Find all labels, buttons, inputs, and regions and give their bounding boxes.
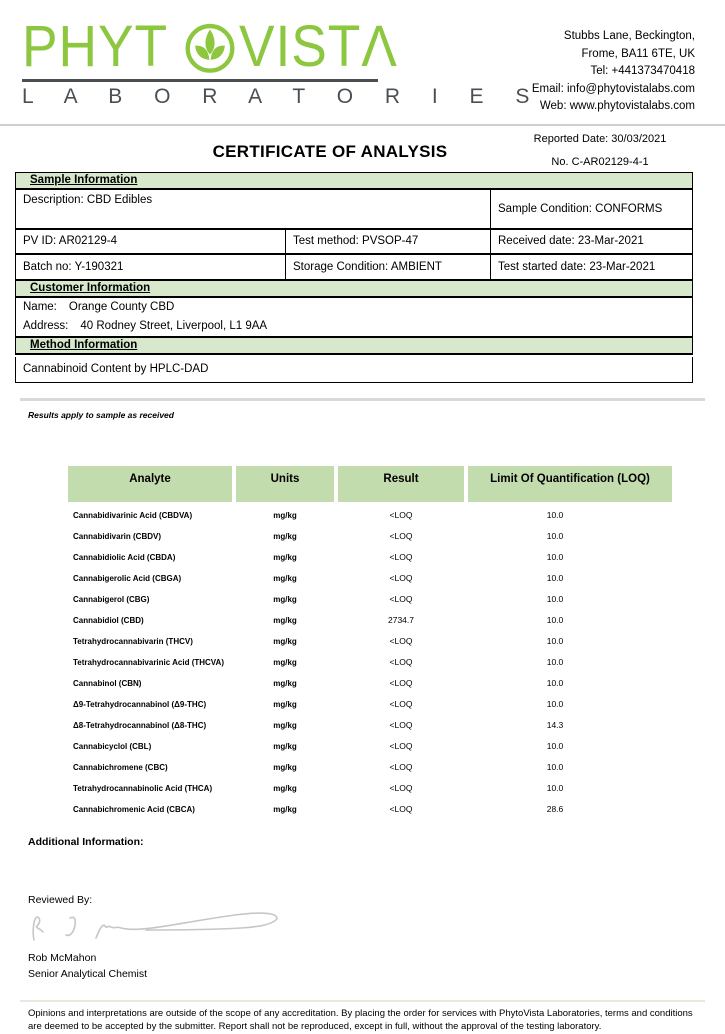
result-cell: <LOQ (389, 510, 413, 520)
loq-cell: 10.0 (546, 510, 564, 520)
signature-image (26, 908, 725, 949)
customer-name-label: Name: (23, 300, 57, 313)
loq-cell: 10.0 (546, 615, 564, 625)
units-cell: mg/kg (273, 783, 297, 793)
loq-cell: 14.3 (546, 720, 564, 730)
results-table-row (68, 631, 672, 652)
page-header (0, 0, 725, 116)
pv-id-cell: PV ID: AR02129-4 (16, 230, 286, 254)
storage-condition-cell: Storage Condition: AMBIENT (286, 255, 491, 279)
reviewer-name: Rob McMahon (28, 951, 97, 964)
analyte-cell: Tetrahydrocannabinolic Acid (THCA) (73, 783, 213, 793)
analyte-cell: Cannabicyclol (CBL) (73, 741, 152, 751)
additional-information-label: Additional Information: (28, 835, 144, 848)
units-cell: mg/kg (273, 699, 297, 709)
result-cell: <LOQ (389, 531, 413, 541)
customer-address-value: 40 Rodney Street, Liverpool, L1 9AA (80, 319, 268, 332)
units-cell: mg/kg (273, 552, 297, 562)
units-cell: mg/kg (273, 678, 297, 688)
result-cell: <LOQ (389, 573, 413, 583)
customer-information-box (15, 298, 693, 337)
units-cell: mg/kg (273, 741, 297, 751)
result-cell: <LOQ (389, 636, 413, 646)
results-table-row (68, 736, 672, 757)
loq-cell: 10.0 (546, 699, 564, 709)
units-cell: mg/kg (273, 615, 297, 625)
units-cell: mg/kg (273, 573, 297, 583)
loq-cell: 10.0 (546, 678, 564, 688)
customer-address-label: Address: (23, 319, 69, 332)
analyte-cell: Cannabigerol (CBG) (73, 594, 150, 604)
result-cell: <LOQ (389, 552, 413, 562)
analyte-cell: Δ8-Tetrahydrocannabinol (Δ8-THC) (73, 720, 207, 730)
loq-cell: 10.0 (546, 762, 564, 772)
analyte-cell: Cannabidiol (CBD) (73, 615, 144, 625)
results-table-row (68, 778, 672, 799)
results-table-row (68, 694, 672, 715)
title-row (0, 126, 725, 172)
results-table-row (68, 757, 672, 778)
test-started-date-cell: Test started date: 23-Mar-2021 (491, 255, 693, 279)
lab-contact-block (532, 18, 695, 116)
results-table-row (68, 715, 672, 736)
phytovista-logo (22, 14, 543, 116)
report-meta (505, 132, 695, 169)
contact-phone: Tel: +441373470418 (590, 65, 695, 77)
reported-date: Reported Date: 30/03/2021 (533, 132, 667, 145)
contact-email: Email: info@phytovistalabs.com (531, 82, 695, 95)
column-header-loq: Limit Of Quantification (LOQ) (468, 466, 672, 502)
loq-cell: 10.0 (546, 741, 564, 751)
contact-web: Web: www.phytovistalabs.com (539, 100, 695, 112)
loq-cell: 10.0 (546, 657, 564, 667)
units-cell: mg/kg (273, 657, 297, 667)
analyte-cell: Cannabidivarinic Acid (CBDVA) (73, 510, 193, 520)
analyte-cell: Tetrahydrocannabivarinic Acid (THCVA) (73, 657, 224, 667)
analyte-cell: Cannabichromenic Acid (CBCA) (73, 804, 195, 814)
contact-address-line2: Frome, BA11 6TE, UK (581, 47, 695, 60)
sample-condition-cell: Sample Condition: CONFORMS (491, 190, 693, 229)
units-cell: mg/kg (273, 762, 297, 772)
logo-text-post: VISTΛ (238, 14, 398, 79)
loq-cell: 10.0 (546, 552, 564, 562)
results-table-header (68, 466, 672, 502)
results-table-row (68, 505, 672, 526)
results-table-row (68, 526, 672, 547)
batch-no-cell: Batch no: Y-190321 (16, 255, 286, 279)
footer-disclaimer: Opinions and interpretations are outside of the scope of any accreditation. By placing the order for services with PhytoVista Laboratories, terms and conditions are deemed to be accepted by the submitter. Report shall not be reproduced, except in full, without the approval of the testing laboratory. (28, 1007, 693, 1032)
analyte-cell: Cannabinol (CBN) (73, 678, 142, 688)
results-table-body (68, 505, 672, 820)
analyte-cell: Cannabidivarin (CBDV) (73, 531, 162, 541)
results-table-row (68, 568, 672, 589)
units-cell: mg/kg (273, 510, 297, 520)
result-cell: <LOQ (389, 678, 413, 688)
loq-cell: 10.0 (546, 594, 564, 604)
sample-information-header: Sample Information (15, 172, 693, 190)
sample-information-section (15, 172, 693, 383)
customer-name-value: Orange County CBD (68, 300, 175, 313)
analyte-cell: Cannabigerolic Acid (CBGA) (73, 573, 182, 583)
result-cell: <LOQ (389, 741, 413, 751)
loq-cell: 10.0 (546, 573, 564, 583)
units-cell: mg/kg (273, 720, 297, 730)
column-header-result: Result (338, 466, 464, 502)
loq-cell: 10.0 (546, 636, 564, 646)
column-header-analyte: Analyte (68, 466, 232, 502)
footer-divider (20, 1000, 705, 1002)
loq-cell: 28.6 (546, 804, 564, 814)
result-cell: 2734.7 (388, 615, 414, 625)
result-cell: <LOQ (389, 720, 413, 730)
results-note: Results apply to sample as received (28, 409, 174, 420)
results-table-row (68, 799, 672, 820)
result-cell: <LOQ (389, 783, 413, 793)
results-table-row (68, 673, 672, 694)
section-divider (20, 398, 705, 401)
analyte-cell: Cannabichromene (CBC) (73, 762, 168, 772)
column-header-units: Units (236, 466, 334, 502)
contact-address-line1: Stubbs Lane, Beckington, (563, 30, 695, 42)
analyte-cell: Δ9-Tetrahydrocannabinol (Δ9-THC) (73, 699, 207, 709)
method-information-header: Method Information (15, 337, 693, 355)
loq-cell: 10.0 (546, 531, 564, 541)
method-information-box: Cannabinoid Content by HPLC-DAD (15, 357, 693, 383)
result-cell: <LOQ (389, 762, 413, 772)
analyte-cell: Tetrahydrocannabivarin (THCV) (73, 636, 193, 646)
units-cell: mg/kg (273, 804, 297, 814)
result-cell: <LOQ (389, 657, 413, 667)
result-cell: <LOQ (389, 804, 413, 814)
leaf-circle-icon (183, 20, 237, 74)
loq-cell: 10.0 (546, 783, 564, 793)
units-cell: mg/kg (273, 531, 297, 541)
report-number: No. C-AR02129-4-1 (551, 155, 649, 168)
logo-divider (22, 79, 378, 82)
analyte-cell: Cannabidiolic Acid (CBDA) (73, 552, 176, 562)
sample-description-cell: Description: CBD Edibles (16, 190, 491, 229)
results-table-row (68, 589, 672, 610)
results-table (68, 466, 672, 820)
result-cell: <LOQ (389, 699, 413, 709)
result-cell: <LOQ (389, 594, 413, 604)
units-cell: mg/kg (273, 594, 297, 604)
units-cell: mg/kg (273, 636, 297, 646)
results-table-row (68, 610, 672, 631)
logo-subtitle: L A B O R A T O R I E S (22, 85, 543, 108)
customer-information-header: Customer Information (15, 280, 693, 298)
logo-text-pre: PHYT (22, 14, 168, 79)
results-table-row (68, 652, 672, 673)
test-method-cell: Test method: PVSOP-47 (286, 230, 491, 254)
received-date-cell: Received date: 23-Mar-2021 (491, 230, 693, 254)
reviewed-by-label: Reviewed By: (28, 893, 93, 906)
page-title: CERTIFICATE OF ANALYSIS (212, 141, 448, 161)
results-table-row (68, 547, 672, 568)
reviewer-title: Senior Analytical Chemist (28, 967, 148, 980)
